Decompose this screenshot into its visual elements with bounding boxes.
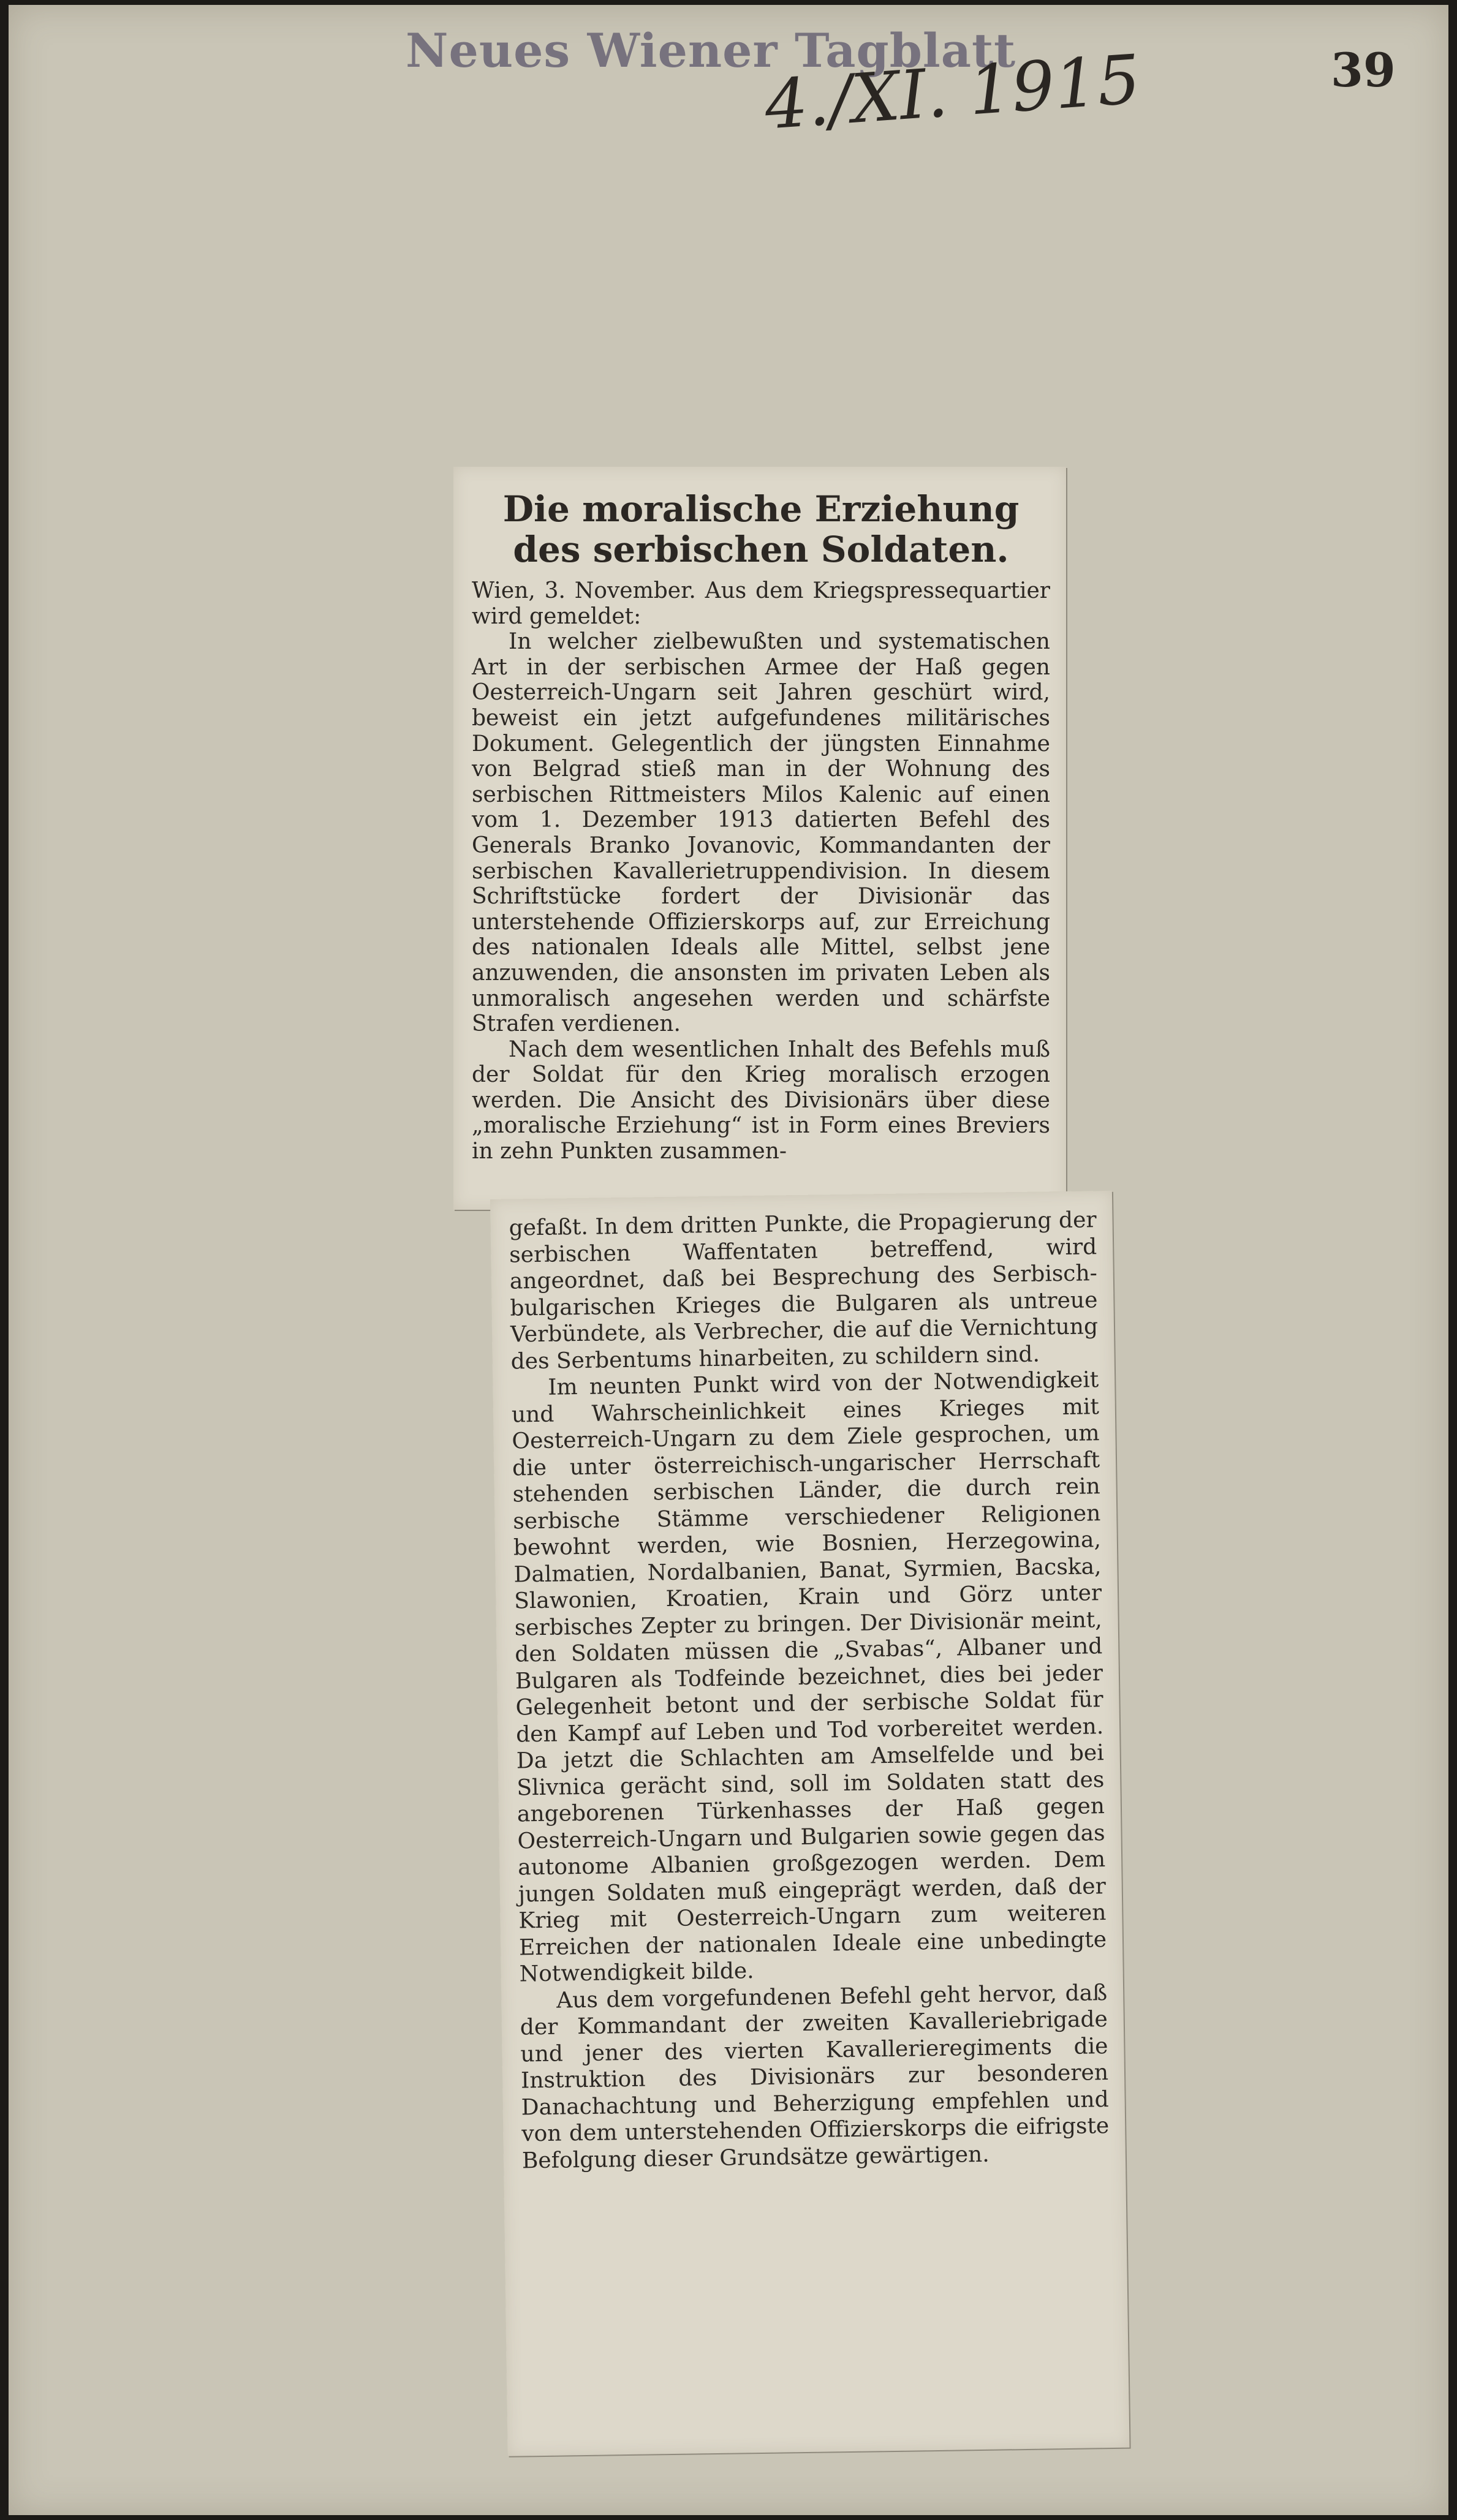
handwritten-date: 4./XI. 1915 <box>762 40 1143 145</box>
clipping-part-2 <box>490 1191 1130 2456</box>
article-paragraph: Aus dem vorgefundenen Befehl geht hervor, daß der Kommandant der zweiten Kavalleriebrigade und jener des vierten Kavallerieregiments die Instruktion des Divisionärs zur besonderen Danachachtung und Beherzigung empfehlen und von dem unterstehenden Offizierskorps die eifrigste Befolgung dieser Grundsätze gewärtigen. <box>520 1980 1110 2173</box>
newspaper-stamp: Neues Wiener Tagblatt <box>406 23 1016 78</box>
article-intro: Aus dem Kriegspressequartier wird gemeldet: <box>472 578 1050 629</box>
page-number: 39 <box>1331 43 1396 97</box>
article-headline: Die moralische Erziehung des serbischen Soldaten. <box>502 488 1020 570</box>
clipping-part-1 <box>453 467 1066 1210</box>
article-paragraph: gefaßt. In dem dritten Punkte, die Propagierung der serbischen Waffentaten betreffend, wird angeordnet, daß bei Besprechung des Serbisch-bulgarischen Krieges die Bulgaren als untreue Verbündete, als Verbrecher, die auf die Vernichtung des Serbentums hinarbeiten, zu schildern sind. <box>509 1207 1099 1375</box>
article-paragraph: Im neunten Punkt wird von der Notwendigkeit und Wahrscheinlichkeit eines Krieges mit Oesterreich-Ungarn zu dem Ziele gesprochen, um die unter österreichisch-ungarischer Herrschaft stehenden serbischen Länder, die durch rein serbische Stämme verschiedener Religionen bewohnt werden, wie Bosnien, Herzegowina, Dalmatien, Nordalbanien, Banat, Syrmien, Bacska, Slawonien, Kroatien, Krain und Görz unter serbisches Zepter zu bringen. Der Divisionär meint, den Soldaten müssen die „Svabas“, Albaner und Bulgaren als Todfeinde bezeichnet, dies bei jeder Gelegenheit betont und der serbische Soldat für den Kampf auf Leben und Tod vorbereitet werden. Da jetzt die Schlachten am Amselfelde und bei Slivnica gerächt sind, soll im Soldaten statt des angeborenen Türkenhasses der Haß gegen Oesterreich-Ungarn und Bulgarien sowie gegen das autonome Albanien großgezogen werden. Dem jungen Soldaten muß eingeprägt werden, daß der Krieg mit Oesterreich-Ungarn zum weiteren Erreichen der nationalen Ideale eine unbedingte Notwendigkeit bilde. <box>511 1367 1107 1987</box>
article-dateline: Wien, 3. November. <box>472 578 696 603</box>
article-paragraph: Nach dem wesentlichen Inhalt des Befehls muß der Soldat für den Krieg moralisch erzogen werden. Die Ansicht des Divisionärs über diese „moralische Erziehung“ ist in Form eines Breviers in zehn Punkten zusammen- <box>472 1036 1050 1164</box>
article-paragraph: In welcher zielbewußten und systematischen Art in der serbischen Armee der Haß gegen Oesterreich-Ungarn seit Jahren geschürt wird, beweist ein jetzt aufgefundenes militärisches Dokument. Gelegentlich der jüngsten Einnahme von Belgrad stieß man in der Wohnung des serbischen Rittmeisters Milos Kalenic auf einen vom 1. Dezember 1913 datierten Befehl des Generals Branko Jovanovic, Kommandanten der serbischen Kavallerietruppendivision. In diesem Schriftstücke fordert der Divisionär das unterstehende Offizierskorps auf, zur Erreichung des nationalen Ideals alle Mittel, selbst jene anzuwenden, die ansonsten im privaten Leben als unmoralisch angesehen werden und schärfste Strafen verdienen. <box>472 629 1050 1037</box>
article-dateline-paragraph <box>472 578 1050 629</box>
